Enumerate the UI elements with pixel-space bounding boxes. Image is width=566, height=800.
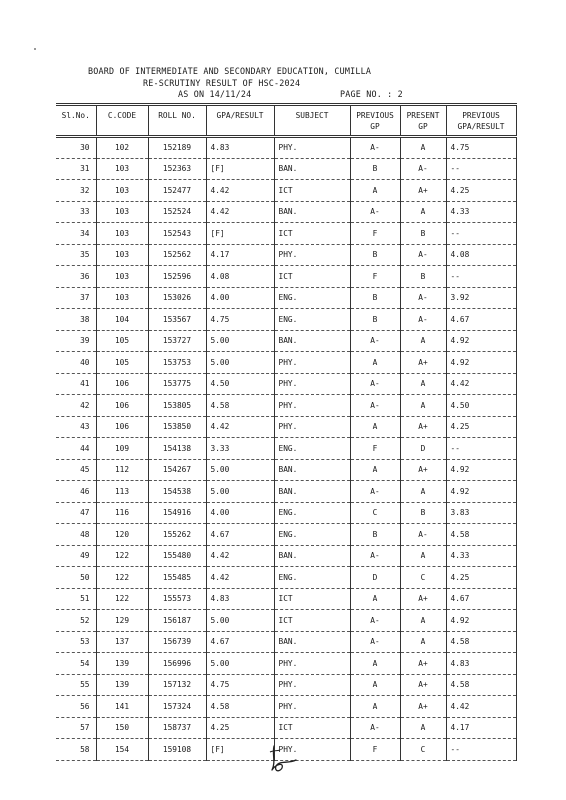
cell-sl-no: 42 bbox=[80, 400, 90, 410]
cell-previous-gp: F bbox=[350, 438, 400, 460]
cell-previous-gp: D bbox=[350, 567, 400, 589]
cell-c-code: 106 bbox=[96, 373, 148, 395]
cell-present-gp: A bbox=[400, 610, 446, 632]
cell-previous-gpa: 4.25 bbox=[446, 416, 516, 438]
cell-subject: BAN. bbox=[274, 201, 350, 223]
cell-roll-no: 152562 bbox=[148, 244, 206, 266]
cell-subject: PHY. bbox=[274, 739, 350, 761]
cell-gpa-result: 4.00 bbox=[206, 287, 274, 309]
table-row bbox=[56, 137, 516, 159]
cell-sl-no: 31 bbox=[80, 164, 90, 174]
table-row bbox=[56, 201, 516, 223]
table-row bbox=[56, 330, 516, 352]
cell-sl-no: 40 bbox=[80, 357, 90, 367]
result-title: RE-SCRUTINY RESULT OF HSC-2024 bbox=[143, 78, 301, 88]
cell-c-code: 103 bbox=[96, 223, 148, 245]
cell-gpa-result: 4.17 bbox=[206, 244, 274, 266]
cell-roll-no: 153567 bbox=[148, 309, 206, 331]
as-on-date: AS ON 14/11/24 bbox=[178, 89, 252, 99]
cell-roll-no: 153850 bbox=[148, 416, 206, 438]
cell-roll-no: 155480 bbox=[148, 545, 206, 567]
cell-subject: ICT bbox=[274, 266, 350, 288]
cell-previous-gpa: 4.92 bbox=[446, 330, 516, 352]
cell-previous-gpa: 3.83 bbox=[446, 502, 516, 524]
cell-previous-gpa: 4.67 bbox=[446, 309, 516, 331]
cell-previous-gp: A- bbox=[350, 481, 400, 503]
table-row bbox=[56, 459, 516, 481]
cell-roll-no: 155573 bbox=[148, 588, 206, 610]
cell-c-code: 120 bbox=[96, 524, 148, 546]
cell-gpa-result: 4.42 bbox=[206, 180, 274, 202]
table-row bbox=[56, 158, 516, 180]
cell-roll-no: 152189 bbox=[148, 137, 206, 159]
cell-c-code: 103 bbox=[96, 201, 148, 223]
table-row bbox=[56, 438, 516, 460]
cell-previous-gp: A- bbox=[350, 545, 400, 567]
col-sl-header: Sl.No. bbox=[61, 111, 90, 120]
cell-previous-gpa: 4.50 bbox=[446, 395, 516, 417]
cell-previous-gp: A bbox=[350, 674, 400, 696]
cell-sl-no: 41 bbox=[80, 379, 90, 389]
cell-sl-no: 58 bbox=[80, 744, 90, 754]
cell-previous-gpa: -- bbox=[446, 223, 516, 245]
cell-previous-gpa: 4.92 bbox=[446, 352, 516, 374]
cell-present-gp: A+ bbox=[400, 352, 446, 374]
cell-sl-no: 46 bbox=[80, 486, 90, 496]
table-row bbox=[56, 502, 516, 524]
cell-sl-no: 51 bbox=[80, 594, 90, 604]
cell-roll-no: 152363 bbox=[148, 158, 206, 180]
table-row bbox=[56, 223, 516, 245]
cell-previous-gp: A- bbox=[350, 610, 400, 632]
cell-sl-no: 48 bbox=[80, 529, 90, 539]
cell-previous-gp: A bbox=[350, 180, 400, 202]
table-row bbox=[56, 266, 516, 288]
cell-gpa-result: 4.67 bbox=[206, 631, 274, 653]
cell-present-gp: B bbox=[400, 223, 446, 245]
cell-previous-gpa: 4.58 bbox=[446, 524, 516, 546]
table-row bbox=[56, 674, 516, 696]
cell-roll-no: 158737 bbox=[148, 717, 206, 739]
cell-sl-no: 55 bbox=[80, 680, 90, 690]
cell-previous-gp: A- bbox=[350, 330, 400, 352]
cell-subject: ICT bbox=[274, 588, 350, 610]
cell-subject: ENG. bbox=[274, 438, 350, 460]
cell-previous-gpa: -- bbox=[446, 438, 516, 460]
table-row bbox=[56, 287, 516, 309]
cell-sl-no: 56 bbox=[80, 701, 90, 711]
cell-present-gp: A- bbox=[400, 158, 446, 180]
cell-gpa-result: 4.42 bbox=[206, 201, 274, 223]
cell-c-code: 103 bbox=[96, 244, 148, 266]
cell-present-gp: A+ bbox=[400, 674, 446, 696]
cell-sl-no: 34 bbox=[80, 228, 90, 238]
cell-sl-no: 35 bbox=[80, 250, 90, 260]
cell-previous-gp: A- bbox=[350, 631, 400, 653]
cell-subject: PHY. bbox=[274, 653, 350, 675]
cell-sl-no: 52 bbox=[80, 615, 90, 625]
cell-subject: BAN. bbox=[274, 545, 350, 567]
cell-c-code: 103 bbox=[96, 287, 148, 309]
cell-c-code: 109 bbox=[96, 438, 148, 460]
cell-sl-no: 57 bbox=[80, 723, 90, 733]
cell-subject: ENG. bbox=[274, 502, 350, 524]
cell-present-gp: A bbox=[400, 395, 446, 417]
cell-gpa-result: [F] bbox=[206, 739, 274, 761]
scan-speck bbox=[34, 48, 36, 50]
cell-c-code: 139 bbox=[96, 674, 148, 696]
cell-roll-no: 159108 bbox=[148, 739, 206, 761]
cell-gpa-result: 4.67 bbox=[206, 524, 274, 546]
page-number: PAGE NO. : 2 bbox=[340, 89, 403, 99]
cell-gpa-result: 4.50 bbox=[206, 373, 274, 395]
cell-roll-no: 153805 bbox=[148, 395, 206, 417]
cell-previous-gpa: 4.92 bbox=[446, 610, 516, 632]
cell-c-code: 150 bbox=[96, 717, 148, 739]
cell-present-gp: D bbox=[400, 438, 446, 460]
cell-gpa-result: 5.00 bbox=[206, 459, 274, 481]
cell-present-gp: A+ bbox=[400, 696, 446, 718]
col-prev-gpa-line2: GPA/RESULT bbox=[457, 122, 505, 131]
col-pres-gp-line2: GP bbox=[418, 122, 428, 131]
cell-c-code: 105 bbox=[96, 330, 148, 352]
cell-present-gp: B bbox=[400, 266, 446, 288]
cell-roll-no: 152543 bbox=[148, 223, 206, 245]
cell-gpa-result: 4.58 bbox=[206, 696, 274, 718]
cell-subject: PHY. bbox=[274, 674, 350, 696]
cell-previous-gp: B bbox=[350, 244, 400, 266]
cell-gpa-result: 4.00 bbox=[206, 502, 274, 524]
cell-c-code: 122 bbox=[96, 545, 148, 567]
cell-present-gp: A bbox=[400, 631, 446, 653]
cell-roll-no: 153727 bbox=[148, 330, 206, 352]
table-row bbox=[56, 373, 516, 395]
cell-previous-gpa: 4.92 bbox=[446, 459, 516, 481]
cell-subject: PHY. bbox=[274, 416, 350, 438]
cell-roll-no: 155262 bbox=[148, 524, 206, 546]
col-pres-gp-line1: PRESENT bbox=[406, 111, 440, 120]
cell-c-code: 106 bbox=[96, 395, 148, 417]
cell-subject: BAN. bbox=[274, 330, 350, 352]
col-roll-header: ROLL NO. bbox=[148, 105, 206, 137]
table-row bbox=[56, 180, 516, 202]
cell-c-code: 103 bbox=[96, 180, 148, 202]
cell-present-gp: A+ bbox=[400, 653, 446, 675]
cell-roll-no: 153775 bbox=[148, 373, 206, 395]
cell-roll-no: 156996 bbox=[148, 653, 206, 675]
cell-sl-no: 39 bbox=[80, 336, 90, 346]
cell-sl-no: 43 bbox=[80, 422, 90, 432]
cell-roll-no: 156739 bbox=[148, 631, 206, 653]
cell-gpa-result: [F] bbox=[206, 158, 274, 180]
cell-previous-gp: A- bbox=[350, 717, 400, 739]
col-prev-gp-header bbox=[350, 105, 400, 137]
cell-previous-gpa: 4.33 bbox=[446, 545, 516, 567]
cell-previous-gpa: -- bbox=[446, 158, 516, 180]
cell-gpa-result: 4.42 bbox=[206, 416, 274, 438]
cell-c-code: 102 bbox=[96, 137, 148, 159]
cell-subject: PHY. bbox=[274, 395, 350, 417]
cell-subject: ICT bbox=[274, 223, 350, 245]
cell-gpa-result: 4.25 bbox=[206, 717, 274, 739]
cell-present-gp: A bbox=[400, 373, 446, 395]
table-row bbox=[56, 524, 516, 546]
cell-present-gp: A+ bbox=[400, 180, 446, 202]
cell-c-code: 137 bbox=[96, 631, 148, 653]
signature-mark bbox=[266, 742, 302, 776]
table-row bbox=[56, 352, 516, 374]
cell-roll-no: 152596 bbox=[148, 266, 206, 288]
cell-previous-gpa: 4.33 bbox=[446, 201, 516, 223]
cell-subject: ENG. bbox=[274, 287, 350, 309]
cell-subject: PHY. bbox=[274, 373, 350, 395]
cell-gpa-result: 4.83 bbox=[206, 137, 274, 159]
cell-present-gp: A+ bbox=[400, 416, 446, 438]
col-gpa-header: GPA/RESULT bbox=[206, 105, 274, 137]
table-row bbox=[56, 717, 516, 739]
cell-previous-gp: A- bbox=[350, 395, 400, 417]
cell-previous-gpa: 4.58 bbox=[446, 674, 516, 696]
cell-previous-gp: B bbox=[350, 309, 400, 331]
cell-sl-no: 53 bbox=[80, 637, 90, 647]
cell-previous-gp: A- bbox=[350, 137, 400, 159]
cell-sl-no: 30 bbox=[80, 143, 90, 153]
cell-subject: PHY. bbox=[274, 352, 350, 374]
cell-c-code: 122 bbox=[96, 588, 148, 610]
cell-sl-no: 38 bbox=[80, 314, 90, 324]
cell-previous-gp: F bbox=[350, 266, 400, 288]
cell-previous-gpa: 4.58 bbox=[446, 631, 516, 653]
col-prev-gp-line1: PREVIOUS bbox=[356, 111, 394, 120]
cell-sl-no: 47 bbox=[80, 508, 90, 518]
cell-gpa-result: [F] bbox=[206, 223, 274, 245]
table-row bbox=[56, 244, 516, 266]
cell-previous-gpa: 4.92 bbox=[446, 481, 516, 503]
cell-roll-no: 157324 bbox=[148, 696, 206, 718]
table-row bbox=[56, 416, 516, 438]
cell-present-gp: A bbox=[400, 545, 446, 567]
cell-present-gp: A- bbox=[400, 244, 446, 266]
cell-c-code: 141 bbox=[96, 696, 148, 718]
cell-subject: ENG. bbox=[274, 524, 350, 546]
cell-subject: BAN. bbox=[274, 631, 350, 653]
cell-sl-no: 44 bbox=[80, 443, 90, 453]
cell-present-gp: C bbox=[400, 567, 446, 589]
cell-present-gp: C bbox=[400, 739, 446, 761]
cell-previous-gp: A bbox=[350, 696, 400, 718]
table-row bbox=[56, 653, 516, 675]
cell-previous-gpa: 4.25 bbox=[446, 567, 516, 589]
cell-c-code: 104 bbox=[96, 309, 148, 331]
cell-previous-gpa: 4.83 bbox=[446, 653, 516, 675]
cell-previous-gpa: 4.25 bbox=[446, 180, 516, 202]
cell-subject: ICT bbox=[274, 717, 350, 739]
table-row bbox=[56, 588, 516, 610]
cell-present-gp: A bbox=[400, 137, 446, 159]
cell-c-code: 139 bbox=[96, 653, 148, 675]
cell-subject: BAN. bbox=[274, 459, 350, 481]
cell-previous-gp: A bbox=[350, 459, 400, 481]
cell-sl-no: 37 bbox=[80, 293, 90, 303]
cell-present-gp: A bbox=[400, 717, 446, 739]
cell-subject: PHY. bbox=[274, 137, 350, 159]
cell-gpa-result: 4.08 bbox=[206, 266, 274, 288]
cell-present-gp: A bbox=[400, 330, 446, 352]
cell-c-code: 106 bbox=[96, 416, 148, 438]
col-subject-header: SUBJECT bbox=[274, 105, 350, 137]
cell-roll-no: 154138 bbox=[148, 438, 206, 460]
result-table bbox=[56, 103, 517, 761]
cell-previous-gp: B bbox=[350, 158, 400, 180]
cell-subject: ICT bbox=[274, 180, 350, 202]
cell-gpa-result: 5.00 bbox=[206, 330, 274, 352]
cell-gpa-result: 5.00 bbox=[206, 653, 274, 675]
cell-roll-no: 154267 bbox=[148, 459, 206, 481]
cell-previous-gp: A bbox=[350, 653, 400, 675]
col-ccode-header: C.CODE bbox=[96, 105, 148, 137]
cell-previous-gpa: 3.92 bbox=[446, 287, 516, 309]
cell-previous-gpa: -- bbox=[446, 266, 516, 288]
cell-gpa-result: 5.00 bbox=[206, 481, 274, 503]
table-row bbox=[56, 481, 516, 503]
cell-previous-gp: A bbox=[350, 588, 400, 610]
cell-previous-gpa: 4.42 bbox=[446, 696, 516, 718]
cell-subject: BAN. bbox=[274, 481, 350, 503]
cell-gpa-result: 4.42 bbox=[206, 545, 274, 567]
cell-gpa-result: 5.00 bbox=[206, 610, 274, 632]
cell-subject: PHY. bbox=[274, 696, 350, 718]
cell-present-gp: B bbox=[400, 502, 446, 524]
cell-roll-no: 153026 bbox=[148, 287, 206, 309]
cell-gpa-result: 4.83 bbox=[206, 588, 274, 610]
cell-gpa-result: 4.42 bbox=[206, 567, 274, 589]
table-header-row bbox=[56, 105, 516, 137]
cell-c-code: 103 bbox=[96, 266, 148, 288]
cell-previous-gpa: 4.08 bbox=[446, 244, 516, 266]
cell-subject: ENG. bbox=[274, 309, 350, 331]
board-title: BOARD OF INTERMEDIATE AND SECONDARY EDUCATION, CUMILLA bbox=[88, 66, 372, 76]
cell-gpa-result: 4.58 bbox=[206, 395, 274, 417]
cell-previous-gpa: 4.75 bbox=[446, 137, 516, 159]
cell-roll-no: 154916 bbox=[148, 502, 206, 524]
cell-previous-gpa: 4.67 bbox=[446, 588, 516, 610]
table-row bbox=[56, 567, 516, 589]
cell-previous-gp: A bbox=[350, 352, 400, 374]
cell-roll-no: 154538 bbox=[148, 481, 206, 503]
cell-c-code: 154 bbox=[96, 739, 148, 761]
cell-previous-gpa: 4.42 bbox=[446, 373, 516, 395]
cell-sl-no: 36 bbox=[80, 271, 90, 281]
cell-c-code: 113 bbox=[96, 481, 148, 503]
cell-present-gp: A bbox=[400, 201, 446, 223]
cell-c-code: 122 bbox=[96, 567, 148, 589]
cell-previous-gp: B bbox=[350, 287, 400, 309]
table-row bbox=[56, 610, 516, 632]
cell-subject: ENG. bbox=[274, 567, 350, 589]
cell-gpa-result: 5.00 bbox=[206, 352, 274, 374]
col-prev-gpa-line1: PREVIOUS bbox=[462, 111, 500, 120]
table-row bbox=[56, 395, 516, 417]
cell-roll-no: 156187 bbox=[148, 610, 206, 632]
cell-c-code: 129 bbox=[96, 610, 148, 632]
cell-present-gp: A bbox=[400, 481, 446, 503]
cell-roll-no: 152524 bbox=[148, 201, 206, 223]
cell-previous-gp: F bbox=[350, 739, 400, 761]
cell-sl-no: 33 bbox=[80, 207, 90, 217]
cell-present-gp: A- bbox=[400, 309, 446, 331]
table-row bbox=[56, 545, 516, 567]
cell-previous-gp: C bbox=[350, 502, 400, 524]
cell-c-code: 105 bbox=[96, 352, 148, 374]
cell-roll-no: 155485 bbox=[148, 567, 206, 589]
cell-previous-gpa: -- bbox=[446, 739, 516, 761]
cell-roll-no: 157132 bbox=[148, 674, 206, 696]
cell-subject: PHY. bbox=[274, 244, 350, 266]
cell-previous-gp: A- bbox=[350, 373, 400, 395]
cell-sl-no: 50 bbox=[80, 572, 90, 582]
cell-present-gp: A+ bbox=[400, 588, 446, 610]
col-prev-gpa-header bbox=[446, 105, 516, 137]
col-pres-gp-header bbox=[400, 105, 446, 137]
cell-sl-no: 45 bbox=[80, 465, 90, 475]
cell-present-gp: A+ bbox=[400, 459, 446, 481]
cell-sl-no: 49 bbox=[80, 551, 90, 561]
cell-sl-no: 54 bbox=[80, 658, 90, 668]
cell-present-gp: A- bbox=[400, 524, 446, 546]
cell-sl-no: 32 bbox=[80, 185, 90, 195]
cell-subject: ICT bbox=[274, 610, 350, 632]
cell-c-code: 103 bbox=[96, 158, 148, 180]
table-row bbox=[56, 309, 516, 331]
cell-previous-gp: B bbox=[350, 524, 400, 546]
cell-present-gp: A- bbox=[400, 287, 446, 309]
cell-gpa-result: 4.75 bbox=[206, 309, 274, 331]
cell-previous-gp: A bbox=[350, 416, 400, 438]
col-prev-gp-line2: GP bbox=[370, 122, 380, 131]
cell-roll-no: 152477 bbox=[148, 180, 206, 202]
cell-roll-no: 153753 bbox=[148, 352, 206, 374]
cell-previous-gpa: 4.17 bbox=[446, 717, 516, 739]
table-row bbox=[56, 631, 516, 653]
cell-previous-gp: A- bbox=[350, 201, 400, 223]
cell-c-code: 112 bbox=[96, 459, 148, 481]
table-row bbox=[56, 696, 516, 718]
cell-subject: BAN. bbox=[274, 158, 350, 180]
cell-gpa-result: 3.33 bbox=[206, 438, 274, 460]
cell-c-code: 116 bbox=[96, 502, 148, 524]
cell-gpa-result: 4.75 bbox=[206, 674, 274, 696]
cell-previous-gp: F bbox=[350, 223, 400, 245]
